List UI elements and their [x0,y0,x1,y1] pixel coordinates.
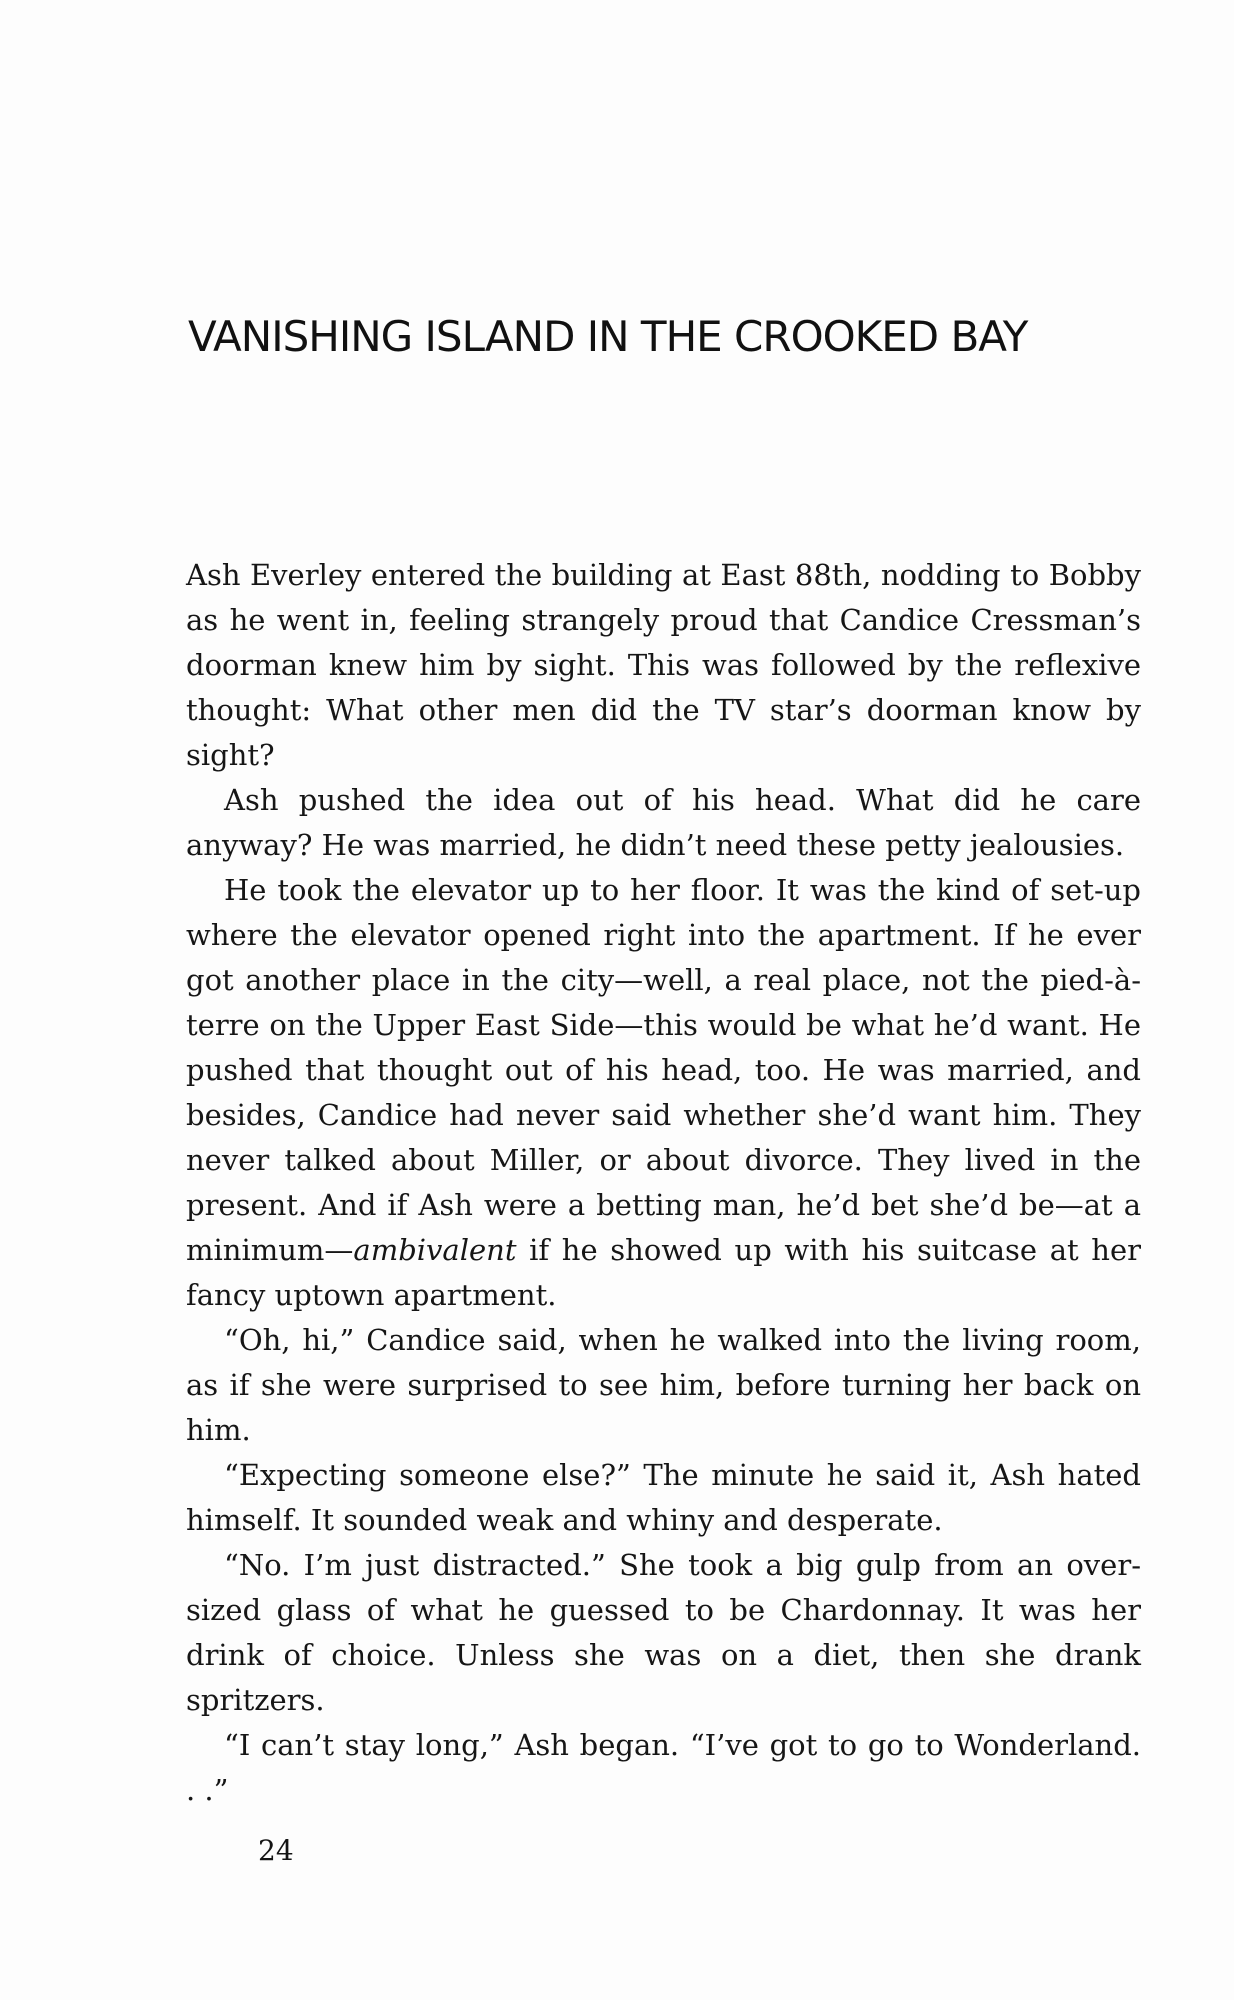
paragraph-5: “Expecting someone else?” The minute he said it, Ash hated himself. It sounded weak and whiny and desperate. [186,1458,1141,1537]
paragraph-2: Ash pushed the idea out of his head. What did he care anyway? He was married, he didn’t need these petty jealousies. [186,783,1141,862]
chapter-title: VANISHING ISLAND IN THE CROOKED BAY [188,312,1028,361]
paragraph-3-emphasis: ambivalent [353,1233,517,1267]
body-text [186,553,1141,1813]
paragraph-4: “Oh, hi,” Candice said, when he walked into the living room, as if she were surprised to see him, before turning her back on him. [186,1323,1141,1447]
paragraph-3 [186,868,1141,1318]
page-number: 24 [258,1834,294,1867]
paragraph-7: “I can’t stay long,” Ash began. “I’ve got to go to Wonderland. . .” [186,1728,1141,1807]
paragraph-3-text-after: if he showed up with his suitcase at her fancy uptown apartment. [186,1233,1141,1312]
paragraph-1: Ash Everley entered the building at East 88th, nodding to Bobby as he went in, feeling strangely proud that Candice Cressman’s doorman knew him by sight. This was followed by the reflexive thought: What other men did the TV star’s doorman know by sight? [186,558,1141,772]
paragraph-6: “No. I’m just distracted.” She took a big gulp from an oversized glass of what he guessed to be Chardonnay. It was her drink of choice. Unless she was on a diet, then she drank spritzers. [186,1548,1141,1717]
paragraph-3-text-before: He took the elevator up to her floor. It was the kind of set-up where the elevator opened right into the apartment. If he ever got another place in the city—well, a real place, not the pied-à-terre on the Upper East Side—this would be what he’d want. He pushed that thought out of his head, too. He was married, and besides, Candice had never said whether she’d want him. They never talked about Miller, or about divorce. They lived in the present. And if Ash were a betting man, he’d bet she’d be—at a minimum— [186,873,1141,1267]
